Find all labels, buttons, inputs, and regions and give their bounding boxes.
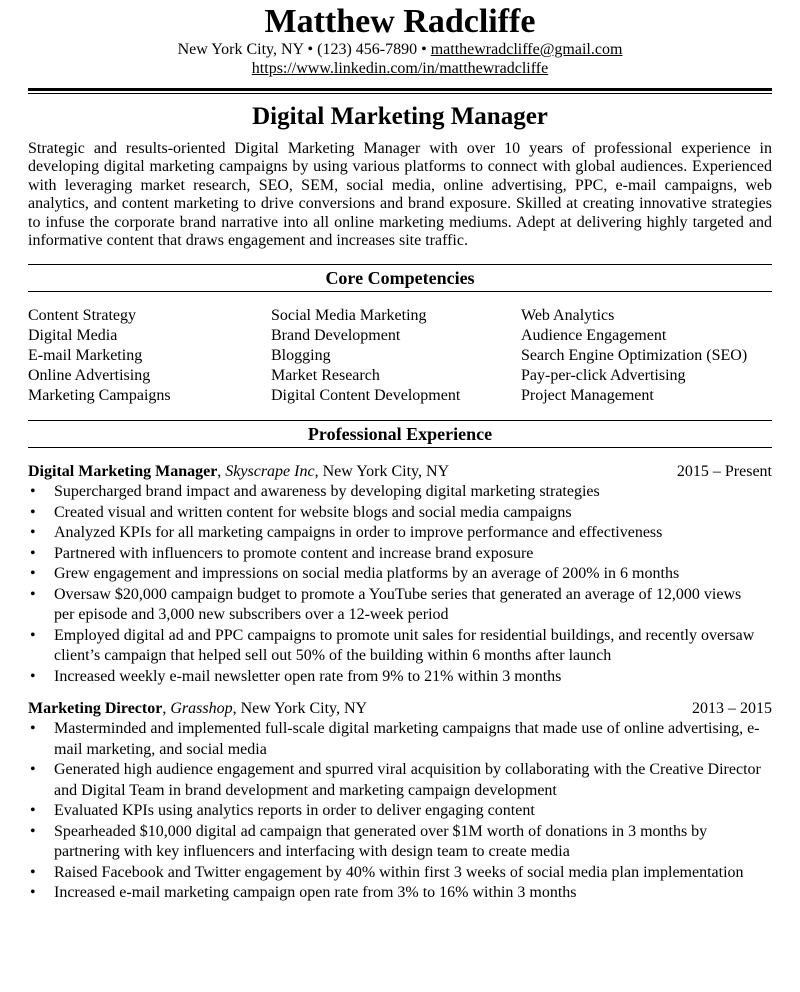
contact-info bbox=[28, 40, 772, 78]
core-competencies-heading: Core Competencies bbox=[28, 264, 772, 292]
header-divider bbox=[28, 88, 772, 94]
competencies-column-3 bbox=[521, 306, 772, 406]
competency-item: Market Research bbox=[271, 367, 380, 385]
competency-item: Search Engine Optimization (SEO) bbox=[521, 347, 748, 365]
competency-item: Web Analytics bbox=[521, 307, 615, 325]
job-separator: , bbox=[217, 463, 226, 481]
bullet-item: • Partnered with influencers to promote content and increase brand exposure bbox=[28, 544, 772, 565]
competency-item: Project Management bbox=[521, 387, 654, 405]
competency-item: Brand Development bbox=[271, 327, 401, 345]
competency-item: Audience Engagement bbox=[521, 327, 667, 345]
bullet-item: • Raised Facebook and Twitter engagement by 40% within first 3 weeks of social media plan implementation bbox=[28, 863, 772, 884]
company-name: Skyscrape Inc bbox=[225, 463, 315, 481]
contact-location-phone: New York City, NY • (123) 456-7890 • bbox=[177, 41, 431, 58]
competency-item: E-mail Marketing bbox=[28, 347, 143, 365]
job-role-line bbox=[28, 699, 367, 719]
bullet-item: • Masterminded and implemented full-scale digital marketing campaigns that made use of online advertising, e-mail marketing, and social media bbox=[28, 719, 772, 760]
email-link[interactable]: matthewradcliffe@gmail.com bbox=[430, 41, 623, 58]
job-title: Marketing Director bbox=[28, 700, 163, 718]
competency-item: Digital Content Development bbox=[271, 387, 461, 405]
bullet-item: • Generated high audience engagement and spurred viral acquisition by collaborating with the Creative Director and Digital Team in brand development and marketing campaign development bbox=[28, 760, 772, 801]
linkedin-line bbox=[28, 59, 772, 78]
resume-title: Digital Marketing Manager bbox=[252, 103, 548, 130]
job-entry bbox=[28, 462, 772, 687]
job-location: , New York City, NY bbox=[314, 463, 450, 481]
competencies-grid bbox=[28, 306, 772, 406]
bullet-item: • Spearheaded $10,000 digital ad campaign that generated over $1M worth of donations in 3 months by partnering with key influencers and interfacing with design team to create media bbox=[28, 822, 772, 863]
job-role-line bbox=[28, 462, 449, 482]
professional-experience-heading: Professional Experience bbox=[28, 420, 772, 448]
job-header bbox=[28, 699, 772, 719]
competency-item: Online Advertising bbox=[28, 367, 151, 385]
bullet-item: • Employed digital ad and PPC campaigns to promote unit sales for residential buildings, and recently oversaw client’s campaign that helped sell out 50% of the building within 6 months after launch bbox=[28, 626, 772, 667]
competency-item: Marketing Campaigns bbox=[28, 387, 171, 405]
competency-item: Social Media Marketing bbox=[271, 307, 427, 325]
competency-item: Pay-per-click Advertising bbox=[521, 367, 686, 385]
bullet-item: • Analyzed KPIs for all marketing campaigns in order to improve performance and effectiveness bbox=[28, 523, 772, 544]
candidate-name: Matthew Radcliffe bbox=[264, 3, 536, 40]
job-bullets bbox=[28, 719, 772, 904]
competency-item: Digital Media bbox=[28, 327, 118, 345]
company-name: Grasshop bbox=[170, 700, 233, 718]
competencies-column-2 bbox=[271, 306, 521, 406]
contact-line bbox=[28, 40, 772, 59]
job-dates: 2013 – 2015 bbox=[692, 700, 772, 718]
job-title: Digital Marketing Manager bbox=[28, 463, 218, 481]
competency-item: Blogging bbox=[271, 347, 331, 365]
job-header bbox=[28, 462, 772, 482]
bullet-item: • Grew engagement and impressions on social media platforms by an average of 200% in 6 months bbox=[28, 564, 772, 585]
bullet-item: • Evaluated KPIs using analytics reports in order to deliver engaging content bbox=[28, 801, 772, 822]
professional-summary: Strategic and results-oriented Digital Marketing Manager with over 10 years of professional experience in developing digital marketing campaigns by using various platforms to connect with global audiences. Experienced with leveraging market research, SEO, SEM, social media, online advertising, PPC, e-mail campaigns, web analytics, and content marketing to drive conversions and brand exposure. Skilled at creating innovative strategies to infuse the corporate brand narrative into all online marketing mediums. Adept at delivering highly targeted and informative content that draws engagement and increases site traffic. bbox=[28, 140, 772, 250]
bullet-item: • Increased e-mail marketing campaign open rate from 3% to 16% within 3 months bbox=[28, 883, 772, 904]
job-location: , New York City, NY bbox=[232, 700, 368, 718]
job-bullets bbox=[28, 482, 772, 687]
competencies-column-1 bbox=[28, 306, 271, 406]
bullet-item: • Increased weekly e-mail newsletter open rate from 9% to 21% within 3 months bbox=[28, 667, 772, 688]
bullet-item: • Supercharged brand impact and awareness by developing digital marketing strategies bbox=[28, 482, 772, 503]
job-dates: 2015 – Present bbox=[676, 463, 772, 481]
linkedin-link[interactable]: https://www.linkedin.com/in/matthewradcliffe bbox=[251, 60, 549, 77]
competency-item: Content Strategy bbox=[28, 307, 136, 325]
bullet-item: • Created visual and written content for website blogs and social media campaigns bbox=[28, 503, 772, 524]
job-separator: , bbox=[162, 700, 171, 718]
bullet-item: • Oversaw $20,000 campaign budget to promote a YouTube series that generated an average of 12,000 views per episode and 3,000 new subscribers over a 12-week period bbox=[28, 585, 772, 626]
job-entry bbox=[28, 699, 772, 904]
